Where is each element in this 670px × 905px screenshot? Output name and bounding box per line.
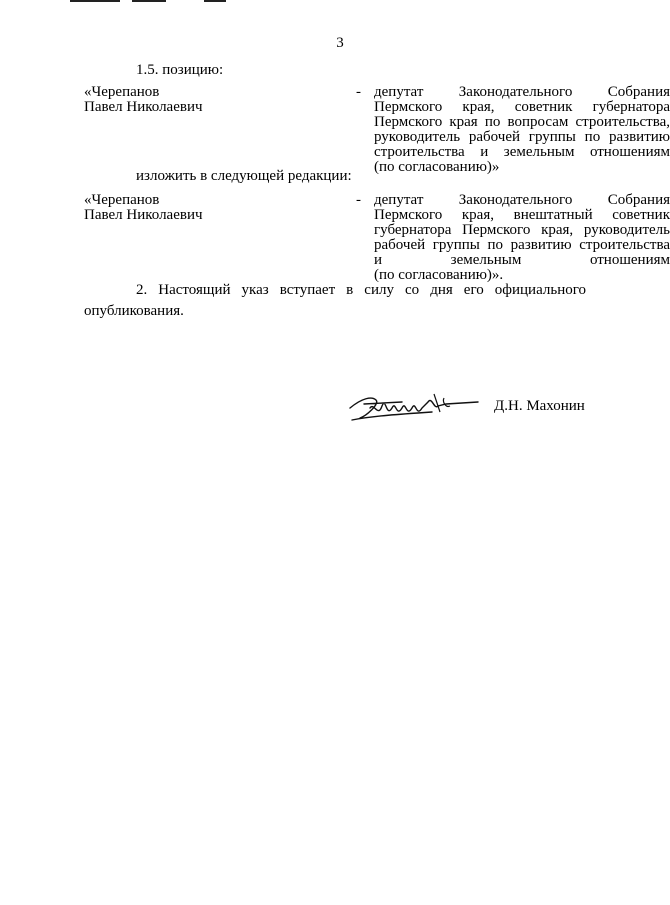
scan-edge-marks (0, 0, 640, 4)
point-2-line1: 2. Настоящий указ вступает в силу со дня его официального (136, 282, 586, 298)
entry-new-desc-line: губернатора Пермского края, руководитель (374, 222, 670, 238)
entry-new-desc-line: депутат Законодательного Собрания (374, 192, 670, 208)
entry-old-dash: - (356, 84, 361, 100)
signer-name: Д.Н. Махонин (494, 398, 585, 414)
point-2-line2: опубликования. (84, 303, 184, 319)
entry-old-description (374, 85, 670, 175)
entry-old-name-line2: Павел Николаевич (84, 99, 203, 115)
signature-image (342, 388, 482, 428)
entry-new-name (84, 193, 264, 223)
entry-new (84, 192, 670, 283)
entry-old-desc-line: Пермского края, советник губернатора (374, 99, 670, 115)
entry-old-desc-line: строительства и земельным отношениям (374, 144, 670, 160)
entry-new-description (374, 193, 670, 283)
entry-old-desc-line: (по согласованию)» (374, 159, 500, 175)
point-2 (84, 282, 586, 320)
entry-old (84, 84, 670, 175)
entry-old-desc-line: депутат Законодательного Собрания (374, 84, 670, 100)
entry-new-name-line1: «Черепанов (84, 192, 160, 208)
entry-old-name (84, 85, 264, 115)
entry-old-desc-line: Пермского края по вопросам строительства, (374, 114, 670, 130)
entry-new-desc-line: рабочей группы по развитию строительства (374, 237, 670, 253)
page-number: 3 (336, 35, 344, 51)
entry-new-desc-line: (по согласованию)». (374, 267, 504, 283)
entry-old-name-line1: «Черепанов (84, 84, 160, 100)
entry-new-desc-line: Пермского края, внештатный советник (374, 207, 670, 223)
entry-old-desc-line: руководитель рабочей группы по развитию (374, 129, 670, 145)
entry-new-desc-line: и земельным отношениям (374, 252, 670, 268)
entry-new-name-line2: Павел Николаевич (84, 207, 203, 223)
entry-new-dash: - (356, 192, 361, 208)
middle-line: изложить в следующей редакции: (136, 168, 352, 184)
intro-line: 1.5. позицию: (136, 62, 224, 78)
